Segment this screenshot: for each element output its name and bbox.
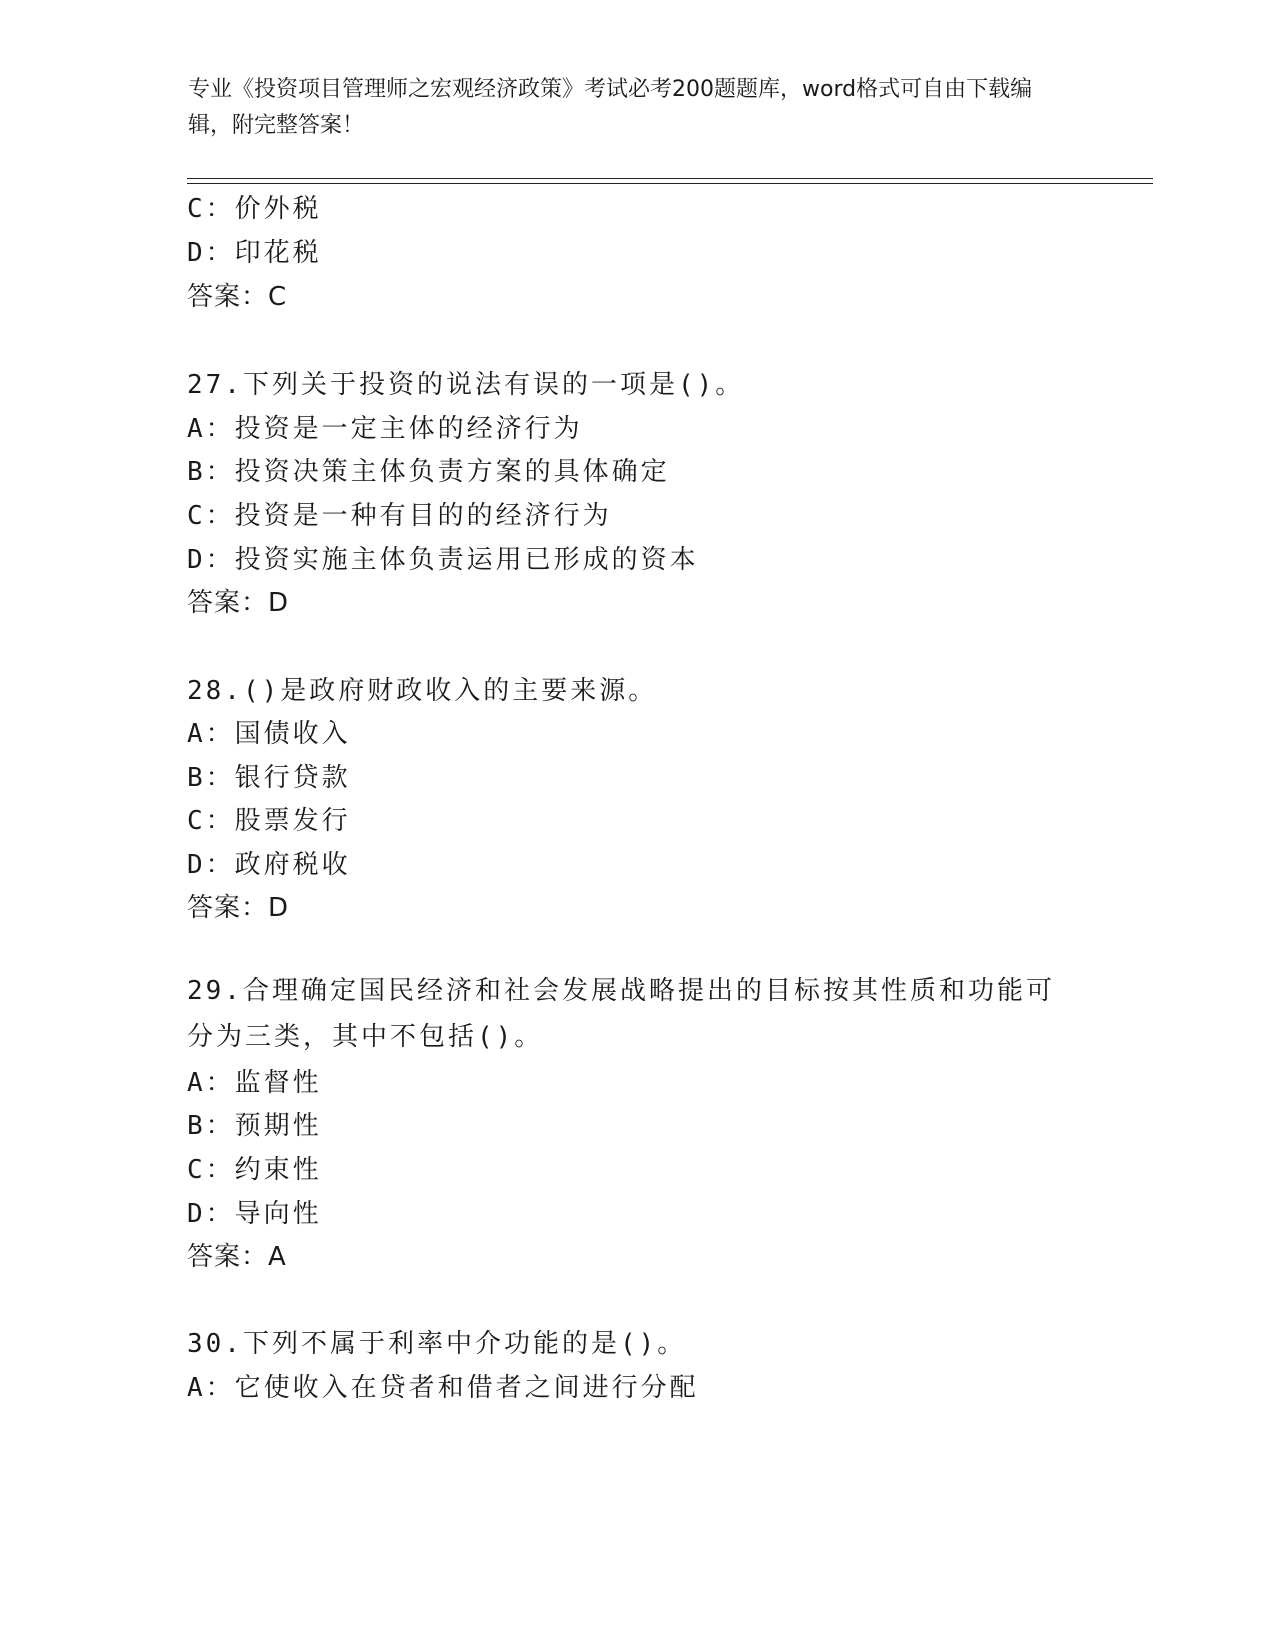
question-27-stem: 27.下列关于投资的说法有误的一项是()。 bbox=[187, 370, 745, 400]
question-29-stem: 29.合理确定国民经济和社会发展战略提出的目标按其性质和功能可分为三类，其中不包括()。 bbox=[187, 976, 1055, 1052]
question-28-answer: 答案：D bbox=[187, 893, 290, 923]
question-30-stem: 30.下列不属于利率中介功能的是()。 bbox=[187, 1329, 687, 1359]
question-28-stem: 28.()是政府财政收入的主要来源。 bbox=[187, 676, 658, 706]
question-27-answer: 答案：D bbox=[187, 588, 290, 618]
question-29-option-c: C：约束性 bbox=[187, 1155, 322, 1185]
question-29-option-d: D：导向性 bbox=[187, 1199, 322, 1229]
answer-line: 答案：C bbox=[187, 282, 288, 312]
option-d: D：印花税 bbox=[187, 238, 322, 268]
question-27-option-d: D：投资实施主体负责运用已形成的资本 bbox=[187, 545, 699, 575]
option-c: C：价外税 bbox=[187, 194, 322, 224]
question-27-option-b: B：投资决策主体负责方案的具体确定 bbox=[187, 457, 670, 487]
question-29-option-b: B：预期性 bbox=[187, 1111, 322, 1141]
question-27-option-a: A：投资是一定主体的经济行为 bbox=[187, 414, 583, 444]
header-divider-top bbox=[187, 178, 1153, 179]
question-29-option-a: A：监督性 bbox=[187, 1068, 322, 1098]
header-divider-bottom bbox=[187, 183, 1153, 184]
document-header: 专业《投资项目管理师之宏观经济政策》考试必考200题题库，word格式可自由下载编辑，附完整答案！ bbox=[188, 77, 1033, 138]
question-29-answer: 答案：A bbox=[187, 1242, 287, 1272]
question-30-option-a: A：它使收入在贷者和借者之间进行分配 bbox=[187, 1373, 699, 1403]
question-28-option-d: D：政府税收 bbox=[187, 850, 351, 880]
question-28-option-c: C：股票发行 bbox=[187, 806, 351, 836]
question-28-option-b: B：银行贷款 bbox=[187, 763, 351, 793]
question-27-option-c: C：投资是一种有目的的经济行为 bbox=[187, 501, 612, 531]
question-28-option-a: A：国债收入 bbox=[187, 719, 351, 749]
